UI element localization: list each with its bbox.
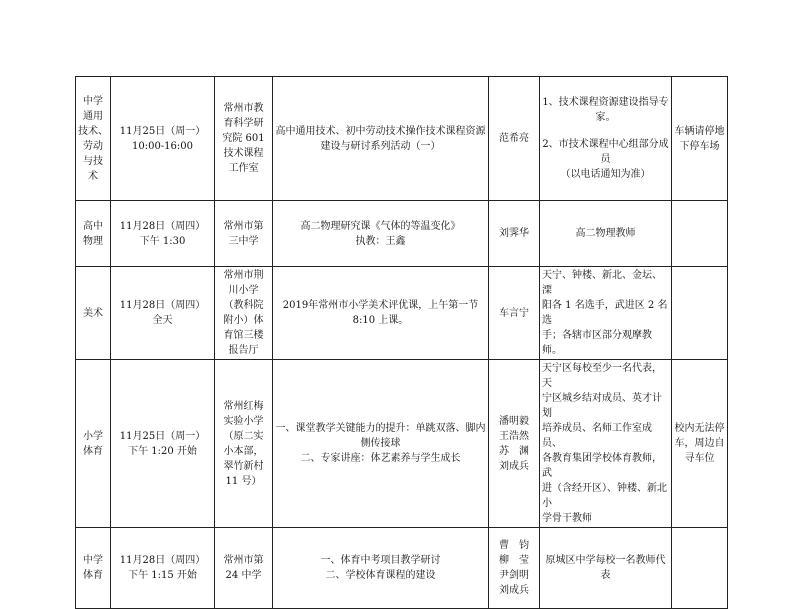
place-line: （原二实 [223,430,264,442]
subject-line: 体育 [83,570,103,581]
host-line: 苏 渊 [499,445,529,457]
table-row [76,528,728,609]
time-line: 11月25日（周一） [119,430,206,442]
content-line: 高二物理研究课《气体的等温变化》 [300,220,461,232]
participants-line: 阳各 1 名选手，武进区 2 名选 [542,300,668,326]
note-cell [672,528,728,609]
time-line: 11月25日（周一） [119,125,206,137]
participants-cell [540,528,672,609]
place-line: 究院 601 [222,133,265,144]
host-cell [489,267,540,360]
place-line: 实验小学 [223,415,264,427]
place-line: 育馆三楼 [223,330,264,341]
content-cell [273,360,489,528]
host-line: 曹 钧 [499,540,529,551]
place-line: 附小）体 [223,315,264,326]
participants-line: 高二物理教师 [575,228,636,239]
host-line: 柳 莹 [499,555,529,566]
place-line: （教科院 [223,300,264,311]
content-cell [273,267,489,360]
subject-line: 中学 [83,95,103,107]
note-line: 寻车位 [684,453,715,464]
host-line: 王浩然 [499,430,529,442]
time-line: 下午 1:15 开始 [128,570,197,581]
host-line: 刘成兵 [499,460,529,472]
participants-line: 原城区中学每校一名教师代表 [545,555,666,581]
place-cell [215,360,273,528]
participants-line: 进（含经开区）、钟楼、新北小 [542,483,667,509]
schedule-body [76,77,728,609]
time-cell [111,267,215,360]
place-cell [215,201,273,267]
note-line: 下停车场 [679,140,720,152]
participants-line: 学骨干教师 [542,513,592,524]
participants-line: 2、市技术课程中心组部分成员 [542,139,669,165]
content-line: 建设与研讨系列活动（一） [320,140,441,152]
place-line: 11 号） [225,475,262,487]
subject-line: 通用 [83,110,103,122]
content-cell [273,528,489,609]
note-line: 校内无法停 [674,423,725,434]
table-row [76,360,728,528]
host-line: 刘成兵 [499,585,529,596]
time-line: 下午 1:20 开始 [128,445,197,457]
subject-line: 小学 [83,430,103,442]
place-line: 技术课程 [223,148,264,159]
place-line: 常州市教 [223,103,264,114]
note-cell [672,267,728,360]
subject-line: 术 [88,170,98,182]
place-line: 翠竹新村 [223,460,264,472]
place-line: 三中学 [228,235,259,247]
subject-cell [76,77,111,201]
subject-line: 劳动 [83,140,103,152]
host-line: 尹剑明 [499,570,529,581]
place-line: 川小学 [228,285,259,296]
subject-line: 高中 [83,220,103,232]
table-row [76,201,728,267]
participants-line: 天宁、钟楼、新北、金坛、溧 [542,270,662,296]
host-cell [489,201,540,267]
subject-line: 中学 [83,555,103,566]
participants-cell [540,267,672,360]
time-line: 11月28日（周四） [119,220,206,232]
place-line: 报告厅 [228,345,259,356]
place-line: 常州市第 [223,220,264,232]
subject-cell [76,267,111,360]
subject-line: 物理 [83,235,103,247]
time-line: 11月28日（周四） [119,300,206,311]
participants-line: 手；各辖市区部分观摩教师。 [542,330,652,356]
content-cell [273,77,489,201]
content-cell [273,201,489,267]
subject-cell [76,360,111,528]
subject-cell [76,201,111,267]
host-cell [489,528,540,609]
place-line: 育科学研 [223,118,264,129]
subject-line: 体育 [83,445,103,457]
note-cell [672,77,728,201]
time-line: 11月28日（周四） [119,555,206,566]
schedule-table [75,76,728,609]
content-line: 二、专家讲座：体艺素养与学生成长 [300,453,461,464]
host-cell [489,360,540,528]
content-line: 高中通用技术、初中劳动技术操作技术课程资源 [275,125,486,137]
participants-line: （以电话通知为准） [560,169,651,180]
participants-line: 1、技术课程资源建设指导专 [542,97,669,108]
time-cell [111,528,215,609]
table-row [76,267,728,360]
time-line: 全天 [152,315,173,326]
place-line: 24 中学 [225,570,262,581]
content-line: 二、学校体育课程的建设 [325,570,436,581]
participants-line: 宁区城乡结对成员、英才计划 [542,393,662,419]
note-line: 车，周边自 [674,438,725,449]
participants-line: 天宁区每校至少一名代表，天 [542,363,662,389]
participants-line: 培养成员、名师工作室成员、 [542,423,652,449]
time-line: 10:00-16:00 [131,140,193,152]
host-line: 范希亮 [499,133,529,144]
subject-cell [76,528,111,609]
time-line: 下午 1:30 [139,235,186,247]
place-line: 工作室 [228,163,259,174]
participants-cell [540,360,672,528]
participants-line: 各教育集团学校体育教师，武 [542,453,662,479]
note-cell [672,201,728,267]
participants-cell [540,77,672,201]
host-cell [489,77,540,201]
content-line: 侧传接球 [360,438,401,449]
place-line: 小本部， [223,445,264,457]
content-line: 执教：王鑫 [355,235,406,247]
place-cell [215,528,273,609]
host-line: 刘霁华 [499,228,529,239]
place-line: 常州市第 [223,555,264,566]
place-cell [215,77,273,201]
note-line: 车辆请停地 [674,125,725,137]
time-cell [111,360,215,528]
host-line: 车言宁 [499,307,529,319]
place-cell [215,267,273,360]
subject-line: 技术、 [78,125,108,137]
subject-line: 美术 [83,307,103,319]
host-line: 潘明毅 [499,415,529,427]
place-line: 常州红梅 [223,400,264,412]
note-cell [672,360,728,528]
content-line: 一、课堂教学关键能力的提升：单跳双落、脚内 [275,423,486,434]
table-row [76,77,728,201]
content-line: 一、体育中考项目教学研讨 [320,555,441,566]
participants-line: 家。 [595,112,616,123]
content-line: 2019年常州市小学美术评优课，上午第一节 [282,300,479,311]
subject-line: 与技 [83,155,103,167]
content-line: 8:10 上课。 [352,315,409,326]
participants-cell [540,201,672,267]
time-cell [111,77,215,201]
time-cell [111,201,215,267]
place-line: 常州市荆 [223,270,264,281]
